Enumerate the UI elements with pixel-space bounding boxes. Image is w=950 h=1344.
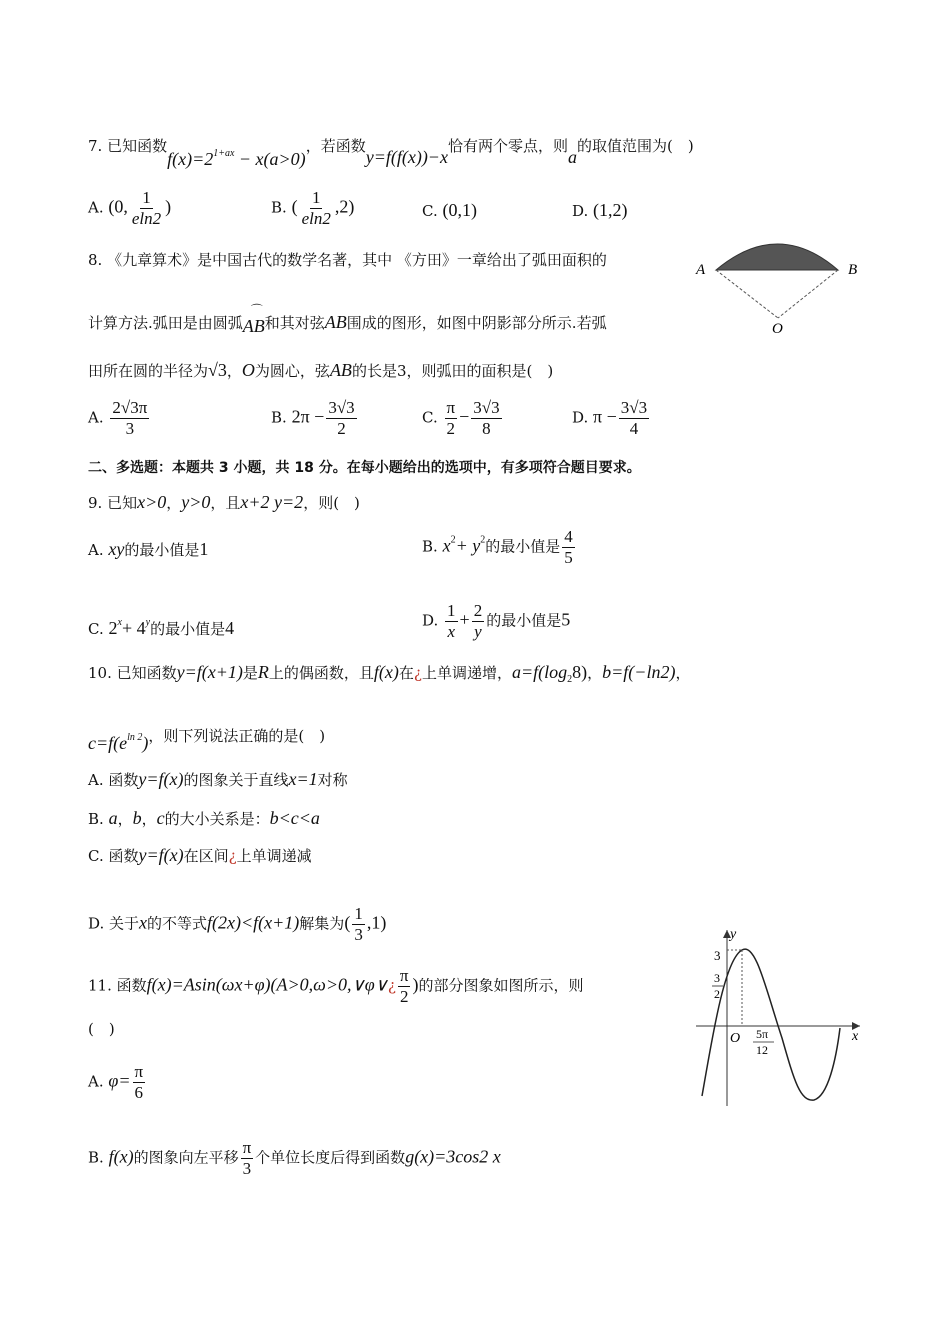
fraction: $\frac{1}{3}$ [354,904,363,944]
fraction: $\frac{\pi}{6}$ [134,1062,144,1102]
q10-stem-line2: $c=f(e^{ln 2})$，则下列说法正确的是( ) [88,727,326,753]
fraction: $\frac{2}{y}$ [473,601,483,641]
q8-option-d[interactable]: D. π − $\frac{3√3}{4}$ [572,398,648,438]
fraction: $\frac{2√3\pi}{3}$ [112,398,148,438]
fraction: $\frac{\pi}{2}$ [399,966,409,1006]
q7-option-d[interactable]: D. (1,2) [572,200,628,220]
fraction: $\frac{1}{eln2}$ [301,188,331,228]
q11-stem: 11. 函数f(x)=Asin(ωx+φ)(A>0,ω>0,∨φ∨¿ $\frac{\pi}{2}$ )的部分图象如图所示，则 [88,966,584,1006]
q8-option-c[interactable]: C. $\frac{\pi}{2}$ − $\frac{3√3}{8}$ [422,398,500,438]
radius-oa [716,270,778,318]
q7-stem: 7. 已知函数$f(x)=2^{1+ax} - x(a>0)$，若函数y=f(f(x))−x恰有两个零点，则a的取值范围为( ) [88,137,694,169]
fraction: $\frac{\pi}{3}$ [242,1138,252,1178]
label-b: B [848,262,858,278]
label-o: O [772,321,783,337]
q8-stem-line2: 计算方法.弧田是由圆弧 ⌒ AB和其对弦AB围成的图形，如图中阴影部分所示.若弧 [88,303,607,336]
q10-option-c[interactable]: C. 函数y=f(x)在区间¿上单调递减 [88,845,312,865]
y-label: y [730,927,737,942]
sine-curve [702,949,840,1100]
x-label: x [852,1029,859,1044]
q8-arc-field-figure [690,230,870,340]
q8-option-b[interactable]: B. 2π − $\frac{3√3}{2}$ [271,398,355,438]
fraction: $\frac{4}{5}$ [564,527,573,567]
tick-3-over-2-num: 3 [714,971,720,985]
shaded-segment [716,244,838,270]
tick-5pi-over-12-den: 12 [756,1043,768,1057]
q7-function-f: f(x)=2 [167,149,214,169]
tick-3: 3 [714,948,721,963]
q7-function-y: y=f(f(x))−x [365,147,448,167]
q8-option-a[interactable]: A. $\frac{2√3\pi}{3}$ [88,398,148,438]
arc-ab: ⌒ AB [242,303,265,336]
q10-stem-line1: 10. 已知函数y=f(x+1)是R上的偶函数，且f(x)在¿上单调递增，$a=f(\log_28)$，b=f(−ln2)， [88,662,691,685]
q8-stem-line1: 8. 《九章算术》是中国古代的数学名著，其中 《方田》一章给出了弧田面积的 [88,251,607,269]
fraction: $\frac{1}{eln2}$ [131,188,162,228]
q7-option-a[interactable]: A. (0, $\frac{1}{eln2}$ ) [88,188,172,228]
q11-sine-graph [690,920,870,1110]
q10-option-a[interactable]: A. 函数y=f(x)的图象关于直线x=1对称 [88,769,348,789]
q11-option-a[interactable]: A. φ= $\frac{\pi}{6}$ [88,1062,144,1102]
fraction: $\frac{1}{x}$ [447,601,456,641]
q9-option-b[interactable]: B. $x^2+ y^2$的最小值是 $\frac{4}{5}$ [422,527,573,567]
label-a: A [696,262,706,278]
q7-option-c[interactable]: C. (0,1) [422,200,477,220]
q9-option-d[interactable]: D. $\frac{1}{x}$ + $\frac{2}{y}$ 的最小值是5 [422,601,571,641]
fraction: $\frac{3√3}{4}$ [620,398,648,438]
q11-option-b[interactable]: B. f(x)的图象向左平移 $\frac{\pi}{3}$ 个单位长度后得到函数g(x)=3cos2 x [88,1138,501,1178]
q10-option-b[interactable]: B. a，b，c的大小关系是：b<c<a [88,808,320,828]
q10-option-d[interactable]: D. 关于x的不等式f(2x)<f(x+1)解集为( $\frac{1}{3}$ ,1) [88,904,387,944]
tick-5pi-over-12-num: 5π [756,1027,769,1041]
q9-option-a[interactable]: A. xy的最小值是1 [88,539,209,559]
q9-option-c[interactable]: C. $2^x+ 4^y$的最小值是4 [88,617,235,638]
section-heading: 二、多选题：本题共 3 小题，共 18 分。在每小题给出的选项中，有多项符合题目要求。 [88,460,641,476]
tick-3-over-2-den: 2 [714,987,720,1001]
fraction: $\frac{3√3}{2}$ [328,398,355,438]
radius-ob [778,270,838,318]
fraction: $\frac{\pi}{2}$ [446,398,456,438]
q11-paren: ( ) [88,1020,115,1038]
origin-label: O [730,1031,741,1046]
fraction: $\frac{3√3}{8}$ [473,398,500,438]
q8-stem-line3: 田所在圆的半径为√3，O为圆心，弦AB的长是3，则弧田的面积是( ) [88,360,554,380]
q9-stem: 9. 已知x>0，y>0，且x+2 y=2，则( ) [88,492,360,512]
q7-option-b[interactable]: B. ( $\frac{1}{eln2}$ ,2) [271,188,355,228]
